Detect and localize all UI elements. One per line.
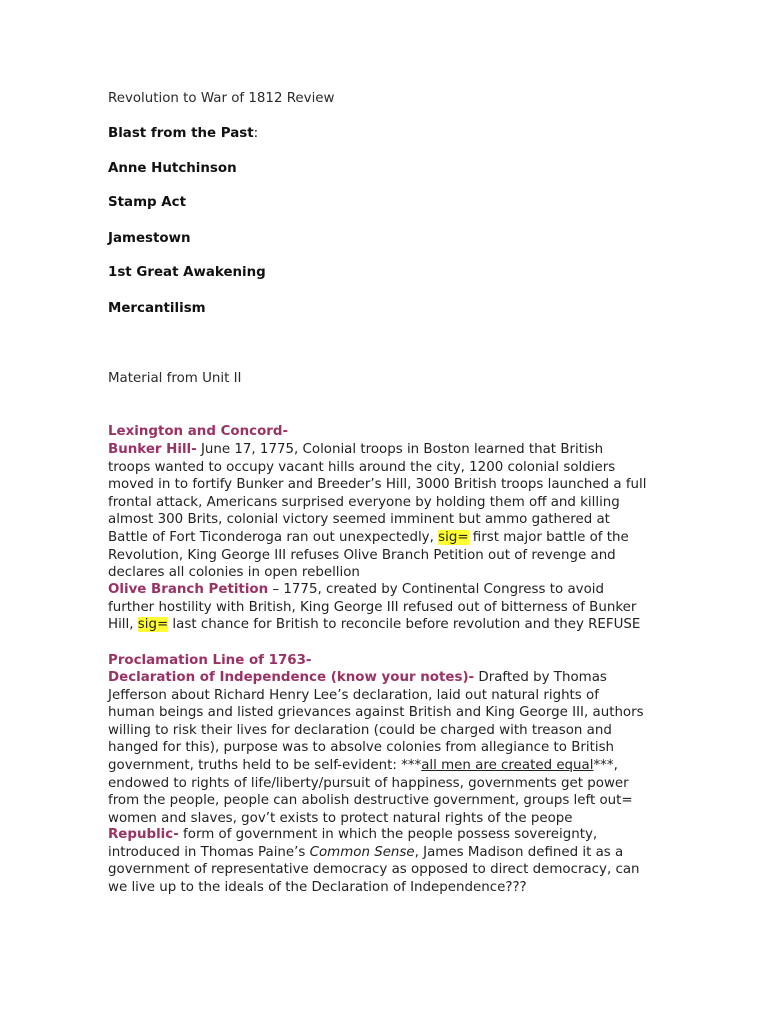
section-proclamation [108,652,648,670]
declaration-text-1: Drafted by Thomas Jefferson about Richard Henry Lee’s declaration, laid out natural rights of human beings and listed grievances against British and King George III, authors willing to risk their lives for declaration (could be charged with treason and hanged for this), purpose was to absolve colonies from allegiance to British government, truths held to be self-evident: *** [108,670,644,773]
section-republic [108,826,648,896]
term-lexington: Lexington and Concord- [108,424,289,439]
republic-text-2: , James Madison defined it as a government of representative democracy as opposed to direct democracy, can we live up to the ideals of the Declaration of Independence??? [108,844,640,895]
bunker-text-2: first major battle of the Revolution, King George III refuses Olive Branch Petition out of revenge and declares all colonies in open rebellion [108,529,629,581]
blast-heading [108,125,258,143]
blast-item: 1st Great Awakening [108,265,266,280]
document-title: Revolution to War of 1812 Review [108,91,335,106]
material-heading: Material from Unit II [108,371,242,386]
term-republic: Republic- [108,827,179,842]
declaration-text-2: ***, endowed to rights of life/liberty/pursuit of happiness, governments get power from the people, people can abolish destructive government, groups left out= women and slaves, gov’t exists to protect natural rights of the peope [108,757,633,826]
term-olive-branch: Olive Branch Petition [108,582,269,597]
olive-text-1: – 1775, created by Continental Congress to avoid further hostility with British, King George III refused out of bitterness of Bunker Hill, [108,582,637,633]
section-lexington [108,423,648,441]
blast-label: Blast from the Past [108,126,254,141]
section-bunker-hill [108,441,648,582]
olive-text-2: last chance for British to reconcile before revolution and they REFUSE [168,617,641,633]
term-declaration: Declaration of Independence (know your notes)- [108,670,475,685]
term-proclamation: Proclamation Line of 1763- [108,653,312,668]
blast-item: Stamp Act [108,195,186,210]
republic-text-1: form of government in which the people possess sovereignty, introduced in Thomas Paine’s [108,827,598,860]
blast-item: Anne Hutchinson [108,161,237,176]
republic-italic: Common Sense [309,844,415,860]
sig-highlight: sig= [137,617,169,633]
blast-item: Jamestown [108,231,191,246]
sig-highlight: sig= [438,529,469,545]
section-olive-branch [108,581,648,634]
term-bunker-hill: Bunker Hill- [108,442,197,457]
section-declaration [108,669,648,827]
blast-colon: : [253,126,259,141]
declaration-underlined: all men are created equal [421,757,594,773]
blast-item: Mercantilism [108,301,206,316]
bunker-text-1: June 17, 1775, Colonial troops in Boston learned that British troops wanted to occupy vacant hills around the city, 1200 colonial soldiers moved in to fortify Bunker and Breeder’s Hill, 3000 British troops launched a full frontal attack, Americans surprised everyone by holding them off and killing almost 300 Brits, colonial victory seemed imminent but ammo gathered at Battle of Fort Ticonderoga ran out unexpectedly, [108,442,647,545]
